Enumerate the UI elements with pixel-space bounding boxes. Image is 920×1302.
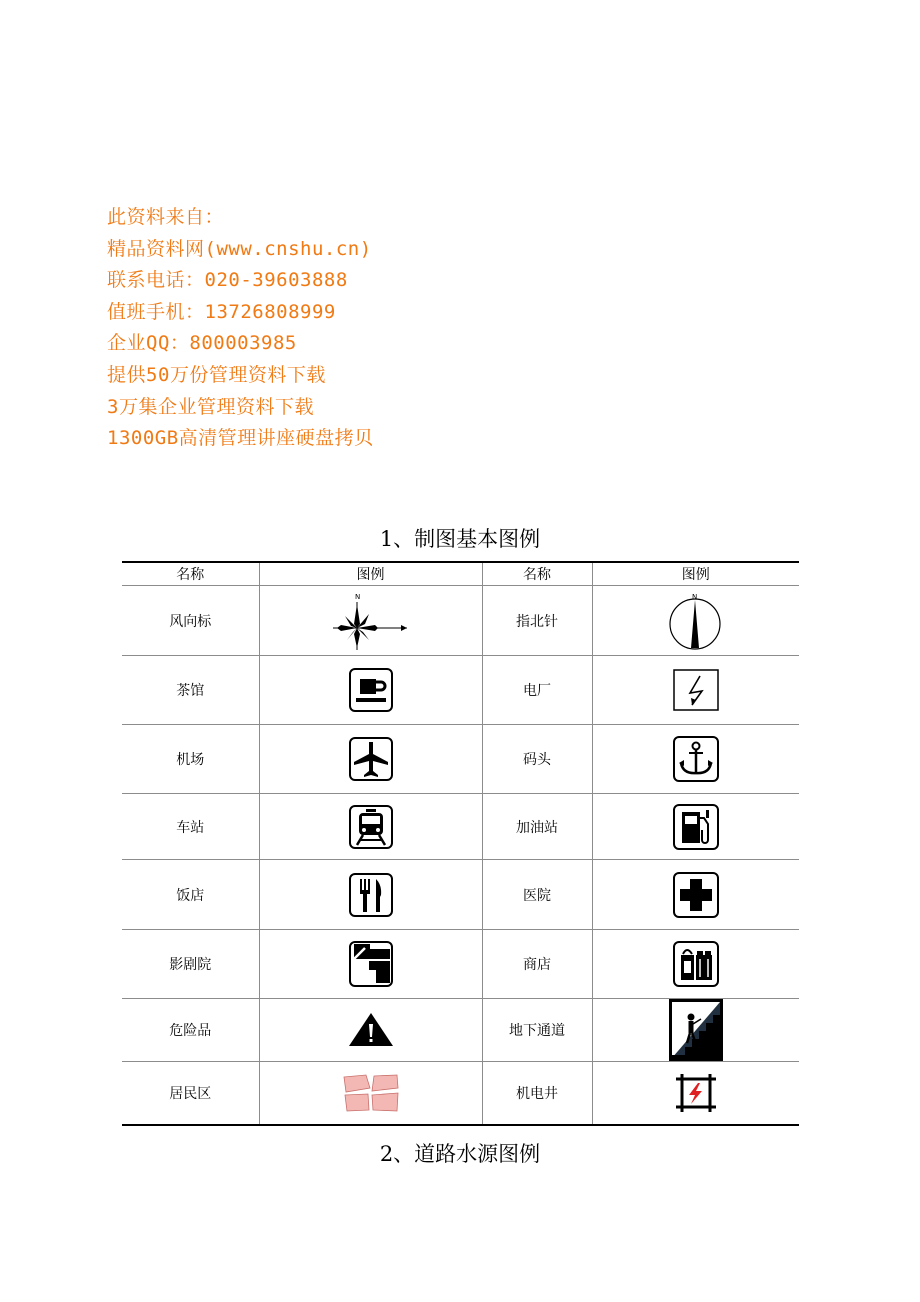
station-train-icon bbox=[349, 805, 393, 849]
legend-name: 加油站 bbox=[482, 794, 592, 860]
legend-name: 机电井 bbox=[482, 1062, 592, 1125]
legend-name: 影剧院 bbox=[122, 930, 259, 999]
promo-line: 值班手机：13726808999 bbox=[107, 300, 336, 323]
shop-icon bbox=[673, 941, 719, 987]
legend-name: 机场 bbox=[122, 725, 259, 794]
legend-name: 危险品 bbox=[122, 999, 259, 1062]
legend-name: 饭店 bbox=[122, 860, 259, 930]
table-row bbox=[122, 794, 799, 860]
airport-plane-icon bbox=[349, 737, 393, 781]
section-1-title: 1、制图基本图例 bbox=[379, 527, 541, 551]
promo-line: 精品资料网(www.cnshu.cn) bbox=[107, 237, 372, 260]
header-name-left: 名称 bbox=[122, 562, 259, 586]
wind-rose-icon bbox=[329, 590, 413, 652]
header-icon-left: 图例 bbox=[259, 562, 482, 586]
promo-line: 此资料来自： bbox=[107, 206, 225, 228]
hazard-warning-icon bbox=[346, 1010, 396, 1050]
legend-name: 车站 bbox=[122, 794, 259, 860]
table-row bbox=[122, 656, 799, 725]
svg-text:N: N bbox=[691, 592, 697, 601]
promo-block bbox=[107, 202, 374, 455]
promo-line: 提供50万份管理资料下载 bbox=[107, 363, 326, 386]
legend-name: 指北针 bbox=[482, 586, 592, 656]
north-compass-icon bbox=[666, 590, 726, 652]
dock-anchor-icon bbox=[673, 736, 719, 782]
electric-well-icon bbox=[673, 1073, 719, 1113]
legend-name: 码头 bbox=[482, 725, 592, 794]
legend-table bbox=[122, 561, 799, 1126]
table-row bbox=[122, 725, 799, 794]
table-row bbox=[122, 860, 799, 930]
restaurant-fork-knife-icon bbox=[349, 873, 393, 917]
header-name-right: 名称 bbox=[482, 562, 592, 586]
header-icon-right: 图例 bbox=[592, 562, 799, 586]
hospital-cross-icon bbox=[673, 872, 719, 918]
underpass-stairs-icon bbox=[669, 999, 723, 1061]
table-header-row bbox=[122, 562, 799, 586]
svg-text:N: N bbox=[354, 592, 360, 601]
theater-icon bbox=[349, 941, 393, 987]
table-row bbox=[122, 586, 799, 656]
table-row bbox=[122, 930, 799, 999]
legend-name: 医院 bbox=[482, 860, 592, 930]
table-row bbox=[122, 999, 799, 1062]
legend-name: 居民区 bbox=[122, 1062, 259, 1125]
legend-name: 商店 bbox=[482, 930, 592, 999]
power-plant-icon bbox=[673, 669, 719, 711]
promo-line: 3万集企业管理资料下载 bbox=[107, 395, 314, 418]
legend-name: 风向标 bbox=[122, 586, 259, 656]
residential-blocks-icon bbox=[342, 1074, 400, 1112]
legend-name: 茶馆 bbox=[122, 656, 259, 725]
legend-name: 电厂 bbox=[482, 656, 592, 725]
section-2-title: 2、道路水源图例 bbox=[379, 1142, 541, 1166]
promo-line: 1300GB高清管理讲座硬盘拷贝 bbox=[107, 427, 374, 450]
promo-line: 联系电话：020-39603888 bbox=[107, 269, 348, 292]
legend-name: 地下通道 bbox=[482, 999, 592, 1062]
promo-line: 企业QQ：800003985 bbox=[107, 332, 297, 355]
gas-station-icon bbox=[673, 804, 719, 850]
teahouse-cup-icon bbox=[349, 668, 393, 712]
table-row bbox=[122, 1062, 799, 1125]
